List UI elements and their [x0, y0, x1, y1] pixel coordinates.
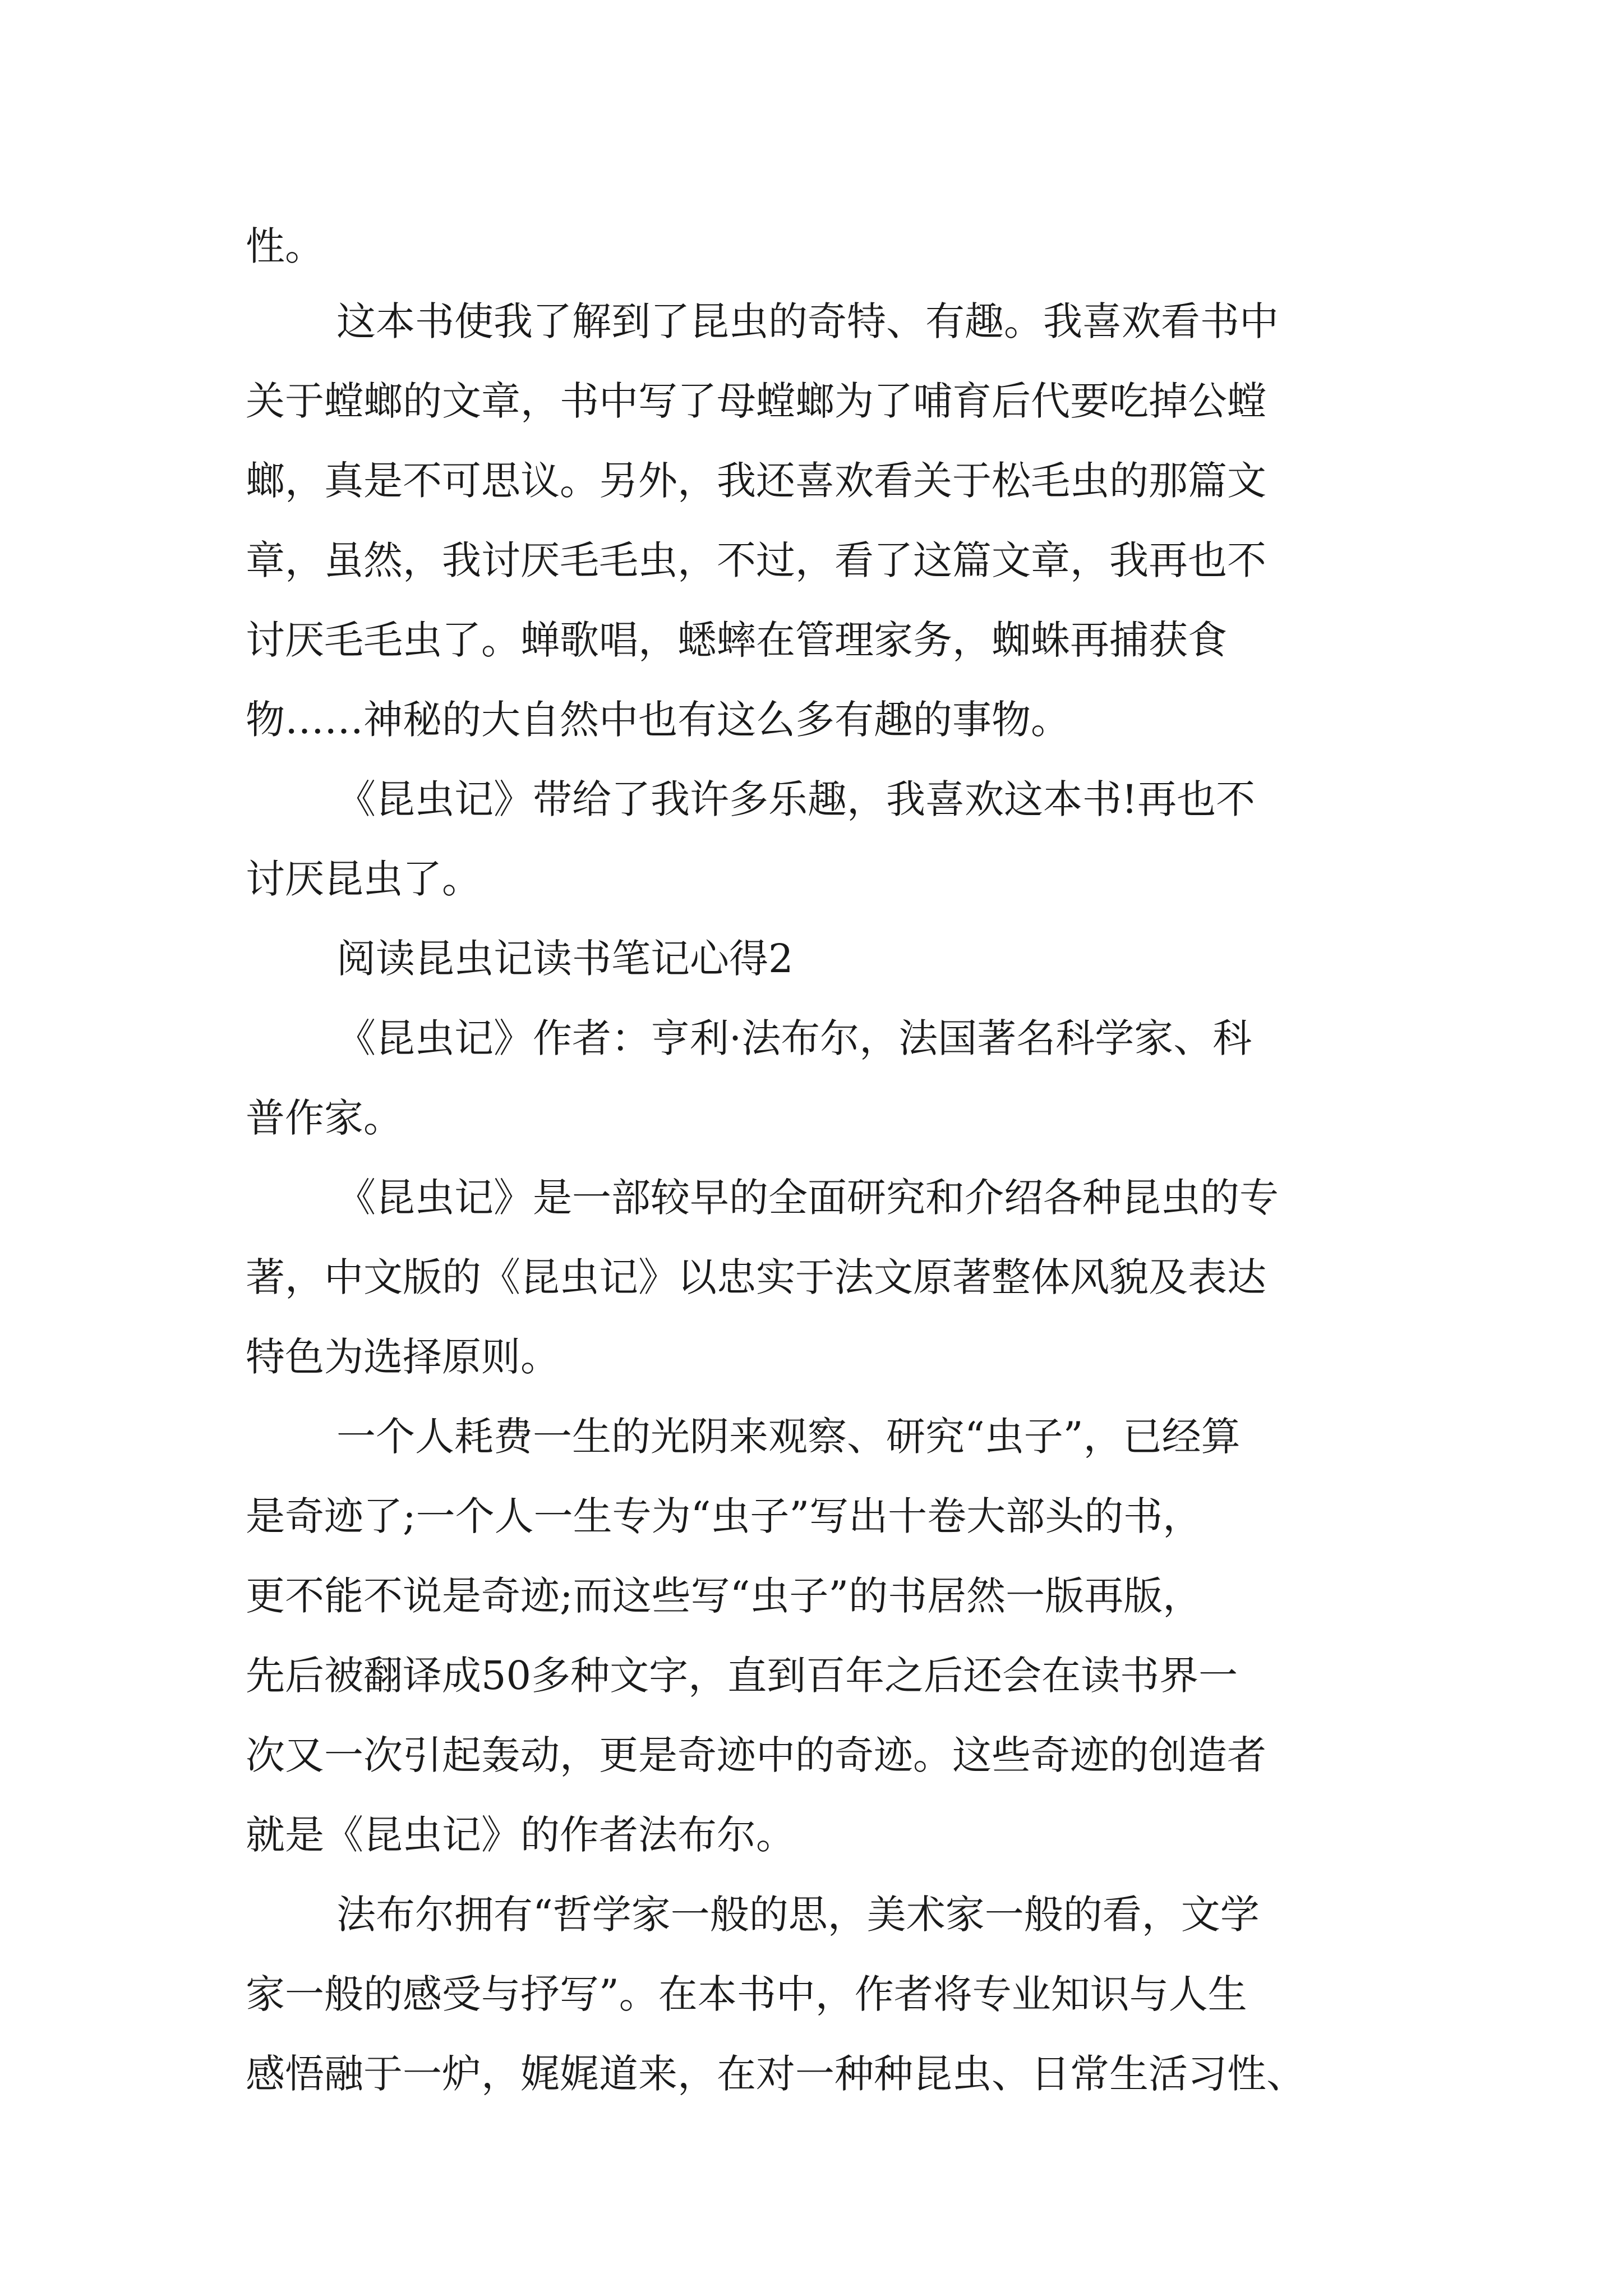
text-line: 著，中文版的《昆虫记》以忠实于法文原著整体风貌及表达 — [246, 1254, 1266, 1300]
text-line: 讨厌毛毛虫了。蝉歌唱，蟋蟀在管理家务，蜘蛛再捕获食 — [246, 617, 1227, 663]
paragraph-start-line: 法布尔拥有“哲学家一般的思，美术家一般的看，文学 — [336, 1892, 1260, 1938]
text-line: 次又一次引起轰动，更是奇迹中的奇迹。这些奇迹的创造者 — [246, 1732, 1266, 1778]
text-line: 就是《昆虫记》的作者法布尔。 — [246, 1812, 795, 1858]
paragraph-start-line: 这本书使我了解到了昆虫的奇特、有趣。我喜欢看书中 — [336, 298, 1279, 344]
text-line: 先后被翻译成50多种文字，直到百年之后还会在读书界一 — [246, 1653, 1238, 1699]
text-line: 性。 — [246, 223, 324, 269]
text-line: 关于螳螂的文章，书中写了母螳螂为了哺育后代要吃掉公螳 — [246, 378, 1266, 424]
text-line: 感悟融于一炉，娓娓道来，在对一种种昆虫、日常生活习性、 — [246, 2051, 1306, 2097]
text-line: 家一般的感受与抒写”。在本书中，作者将专业知识与人生 — [246, 1971, 1247, 2017]
section-heading: 阅读昆虫记读书笔记心得2 — [336, 936, 794, 982]
text-line: 螂，真是不可思议。另外，我还喜欢看关于松毛虫的那篇文 — [246, 458, 1266, 504]
paragraph-start-line: 一个人耗费一生的光阴来观察、研究“虫子”，已经算 — [336, 1414, 1241, 1460]
text-line: 讨厌昆虫了。 — [246, 856, 481, 902]
text-line: 章，虽然，我讨厌毛毛虫，不过，看了这篇文章，我再也不 — [246, 537, 1266, 583]
text-line: 物……神秘的大自然中也有这么多有趣的事物。 — [246, 697, 1070, 743]
paragraph-start-line: 《昆虫记》带给了我许多乐趣，我喜欢这本书!再也不 — [336, 776, 1256, 822]
text-line: 更不能不说是奇迹;而这些写“虫子”的书居然一版再版， — [246, 1573, 1202, 1619]
paragraph-start-line: 《昆虫记》是一部较早的全面研究和介绍各种昆虫的专 — [336, 1175, 1279, 1221]
text-line: 特色为选择原则。 — [246, 1334, 560, 1380]
text-line: 是奇迹了;一个人一生专为“虫子”写出十卷大部头的书， — [246, 1493, 1202, 1539]
paragraph-start-line: 《昆虫记》作者：亨利·法布尔，法国著名科学家、科 — [336, 1015, 1252, 1061]
text-line: 普作家。 — [246, 1095, 403, 1141]
